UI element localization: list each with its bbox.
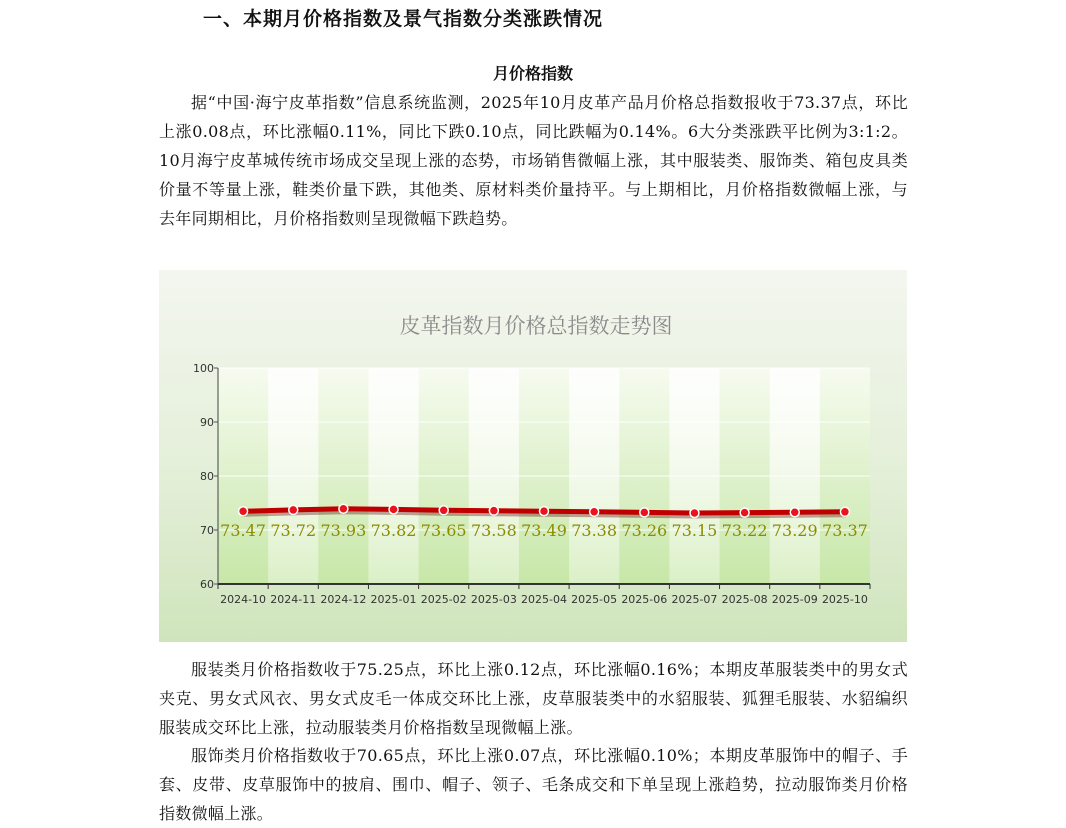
x-tick-label: 2025-01 (370, 593, 417, 606)
data-point (590, 507, 599, 516)
data-point (389, 505, 398, 514)
data-point (740, 508, 749, 517)
data-label: 73.72 (270, 521, 317, 540)
x-tick-label: 2025-04 (521, 593, 567, 606)
data-label: 73.38 (571, 521, 618, 540)
data-label: 73.47 (220, 521, 266, 540)
paragraph-text: 据“中国·海宁皮革指数”信息系统监测，2025年10月皮革产品月价格总指数报收于73.37点，环比上涨0.08点，环比涨幅0.11%，同比下跌0.10点，同比跌幅为0.14%。6大分类涨跌平比例为3:1:2。10月海宁皮革城传统市场成交呈现上涨的态势，市场销售微幅上涨，其中服装类、服饰类、箱包皮具类价量不等量上涨，鞋类价量下跌，其他类、原材料类价量持平。与上期相比，月价格指数微幅上涨，与去年同期相比，月价格指数则呈现微幅下跌趋势。 (159, 93, 908, 228)
data-label: 73.29 (771, 521, 818, 540)
y-tick-label: 80 (200, 470, 214, 483)
data-label: 73.82 (370, 521, 417, 540)
x-tick-label: 2025-10 (821, 593, 868, 606)
x-tick-label: 2024-11 (270, 593, 317, 606)
y-tick-label: 70 (200, 524, 214, 537)
data-label: 73.58 (470, 521, 517, 540)
y-tick-label: 60 (200, 578, 214, 591)
data-point (239, 507, 248, 516)
paragraph-apparel (159, 655, 908, 742)
data-label: 73.65 (420, 521, 467, 540)
chart-svg (159, 270, 907, 642)
data-label: 73.15 (671, 521, 718, 540)
data-point (690, 508, 699, 517)
x-tick-label: 2025-08 (721, 593, 768, 606)
data-point (540, 507, 549, 516)
data-label: 73.49 (521, 521, 567, 540)
data-point (489, 506, 498, 515)
paragraph-text: 服装类月价格指数收于75.25点，环比上涨0.12点，环比涨幅0.16%；本期皮革服装类中的男女式夹克、男女式风衣、男女式皮毛一体成交环比上涨，皮草服装类中的水貂服装、狐狸毛服装、水貂编织服装成交环比上涨，拉动服装类月价格指数呈现微幅上涨。 (159, 660, 908, 737)
y-tick-label: 100 (193, 362, 214, 375)
paragraph-accessories (159, 741, 908, 828)
data-point (640, 508, 649, 517)
chart-title: 皮革指数月价格总指数走势图 (399, 314, 673, 338)
paragraph-text: 服饰类月价格指数收于70.65点，环比上涨0.07点，环比涨幅0.10%；本期皮革服饰中的帽子、手套、皮带、皮草服饰中的披肩、围巾、帽子、领子、毛条成交和下单呈现上涨趋势，拉动服饰类月价格指数微幅上涨。 (159, 746, 908, 823)
data-label: 73.22 (721, 521, 768, 540)
x-tick-label: 2025-07 (671, 593, 718, 606)
data-label: 73.93 (320, 521, 367, 540)
price-index-chart (159, 270, 907, 642)
x-tick-label: 2024-12 (320, 593, 367, 606)
x-tick-label: 2025-02 (420, 593, 467, 606)
data-label: 73.37 (822, 521, 868, 540)
data-point (339, 504, 348, 513)
data-point (439, 506, 448, 515)
paragraph-overview (159, 88, 908, 233)
x-tick-label: 2024-10 (220, 593, 267, 606)
sub-heading: 月价格指数 (492, 64, 573, 83)
y-tick-label: 90 (200, 416, 214, 429)
x-tick-label: 2025-03 (470, 593, 517, 606)
section-heading: 一、本期月价格指数及景气指数分类涨跌情况 (203, 8, 604, 30)
data-point (289, 505, 298, 514)
data-point (840, 507, 849, 516)
data-label: 73.26 (621, 521, 668, 540)
x-tick-label: 2025-05 (571, 593, 618, 606)
x-tick-label: 2025-06 (621, 593, 668, 606)
data-point (790, 508, 799, 517)
x-tick-label: 2025-09 (771, 593, 818, 606)
